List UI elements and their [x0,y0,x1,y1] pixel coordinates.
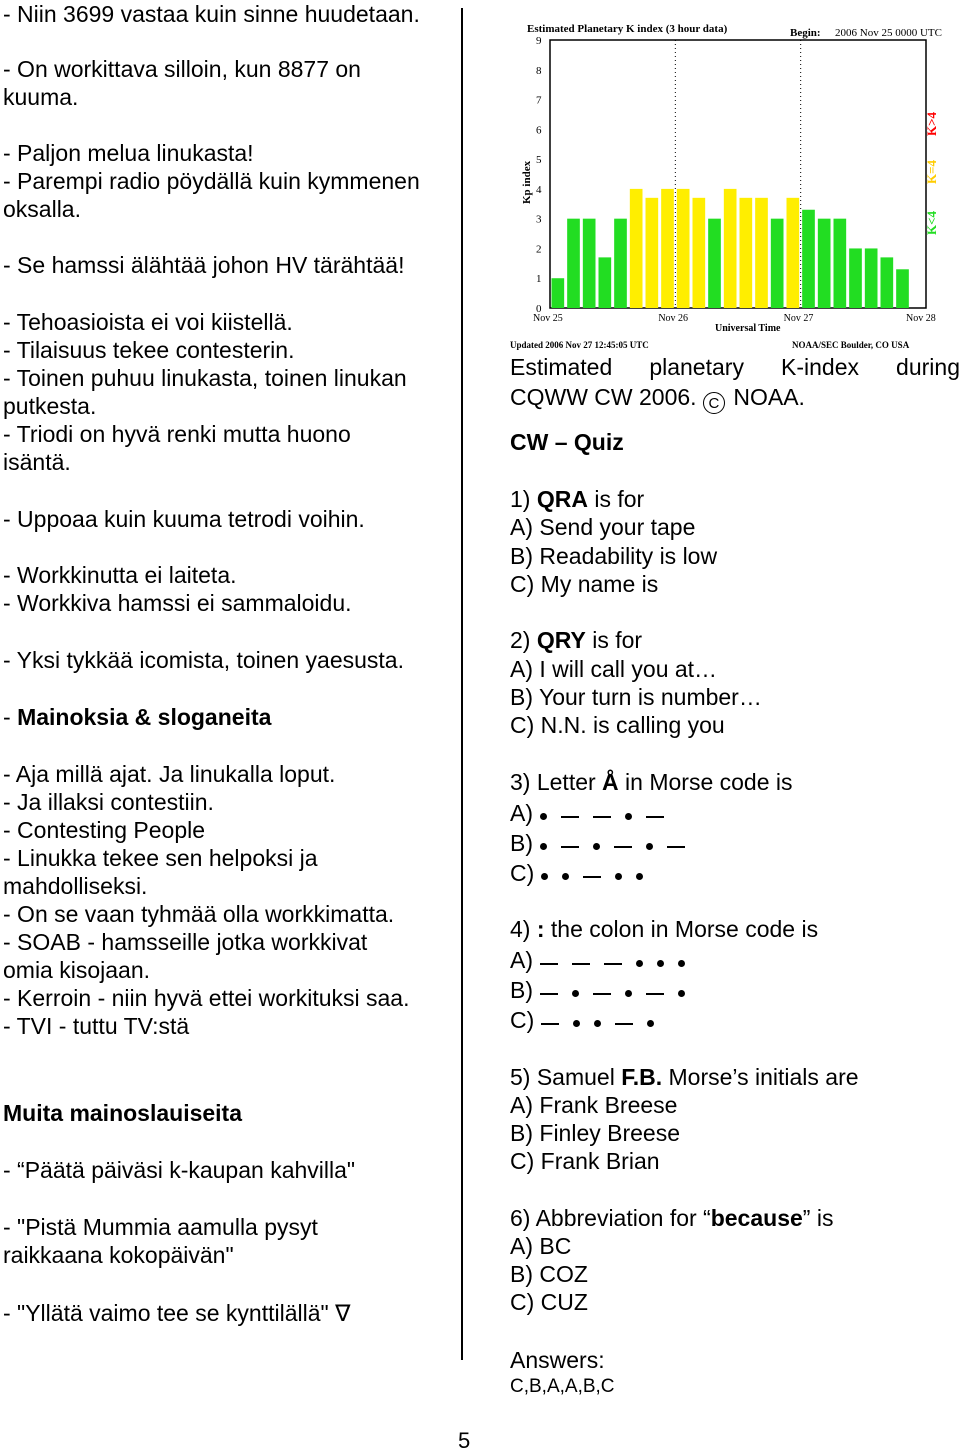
chart-begin-label: Begin: [790,27,821,39]
proverb-line: - Parempi radio pöydällä kuin kymmenen [3,168,420,194]
chart-source: NOAA/SEC Boulder, CO USA [792,340,910,350]
legend-quiet: K<4 [924,210,939,235]
morse-code [534,1008,661,1036]
y-tick-label: 9 [536,35,542,47]
kp-bar [865,248,878,308]
caption-event: CQWW CW 2006. [510,384,697,410]
kp-bar [677,189,690,308]
q6-option-b: B) COZ [510,1261,588,1287]
column-divider [461,8,463,1360]
option-label: C) [510,860,535,886]
option-label: B) [510,830,533,856]
y-tick-label: 7 [536,94,542,107]
y-tick-label: 8 [536,64,542,77]
q3-option-c [510,859,650,889]
morse-dot [625,990,632,997]
q5-option-b: B) Finley Breese [510,1120,681,1146]
morse-dash [572,963,590,965]
morse-dash [593,993,611,995]
caption-source: NOAA. [733,384,805,410]
morse-dot [541,873,548,880]
kp-bar [693,198,706,308]
morse-dot [647,1020,654,1027]
kp-bar [896,269,909,308]
q4-option-a [510,946,692,976]
q1-term: QRA [536,486,588,512]
q3-option-a [510,799,671,829]
kp-bar [708,219,721,308]
x-tick-label: Nov 26 [658,313,689,324]
morse-code [533,801,671,829]
q5-option-a: A) Frank Breese [510,1092,678,1118]
quiz-title: CW – Quiz [510,429,624,455]
kp-bar [567,219,580,308]
morse-dot [540,843,547,850]
proverb-line: isäntä. [3,449,71,475]
kp-bar [646,198,659,308]
q1-option-c: C) My name is [510,571,659,597]
morse-dot [657,960,664,967]
page-number: 5 [458,1428,471,1453]
answers-value: C,B,A,A,B,C [510,1376,615,1397]
q4-post: the colon in Morse code is [544,916,819,942]
ads-heading-prefix: - [3,704,18,730]
y-tick-label: 0 [536,303,542,315]
q4-term: : [536,916,545,942]
q5-pre: 5) Samuel [510,1064,622,1090]
morse-dot [540,813,547,820]
morse-dot [593,843,600,850]
chart-begin-value: 2006 Nov 25 0000 UTC [835,27,942,39]
other-slogan-line: raikkaana kokopäivän" [3,1242,234,1268]
kp-bar [583,219,596,308]
slogan-line: - On se vaan tyhmää olla workkimatta. [3,901,395,927]
q2-option-a: A) I will call you at… [510,656,718,682]
y-tick-label: 5 [536,154,542,167]
morse-dash [646,816,664,818]
proverb-line: - Tilaisuus tekee contesterin. [3,337,295,363]
morse-dot [625,813,632,820]
ads-heading-text: Mainoksia & sloganeita [17,704,272,730]
morse-dash [561,816,579,818]
q3-pre: 3) Letter [510,769,603,795]
chart-updated: Updated 2006 Nov 27 12:45:05 UTC [510,340,649,350]
legend-active: K=4 [924,159,939,184]
kp-bar [849,248,862,308]
y-tick-label: 4 [536,183,542,196]
proverb-line: - On workittava silloin, kun 8877 on [3,56,361,82]
other-slogans-heading: Muita mainoslauiseita [3,1100,243,1126]
x-tick-label: Nov 27 [783,313,814,324]
morse-code [533,978,692,1006]
q4-option-c [510,1006,661,1036]
morse-dash [614,846,632,848]
morse-dot [636,873,643,880]
morse-dash [593,816,611,818]
kp-bar [740,198,753,308]
other-slogan-line: - "Yllätä vaimo tee se kynttilällä" ∇ [3,1300,351,1326]
ads-heading [3,703,271,731]
q4-pre: 4) [510,916,537,942]
q1-option-b: B) Readability is low [510,543,718,569]
proverb-line: oksalla. [3,196,81,222]
morse-dot [678,960,685,967]
kp-bar [802,210,815,308]
slogan-line: - SOAB - hamsseille jotka workkivat [3,929,368,955]
slogan-line: mahdolliseksi. [3,873,148,899]
slogan-line: omia kisojaan. [3,957,151,983]
q6-option-a: A) BC [510,1233,572,1259]
option-label: A) [510,947,533,973]
other-slogan-line: - "Pistä Mummia aamulla pysyt [3,1214,318,1240]
chart-caption-line2 [510,383,805,414]
q2-term: QRY [536,627,586,653]
other-slogan-line: - “Päätä päiväsi k-kaupan kahvilla" [3,1157,356,1183]
kp-bar [614,219,627,308]
morse-code [534,861,650,889]
quiz-question-5 [510,1063,859,1091]
proverb-line: - Workkinutta ei laiteta. [3,562,237,588]
morse-code [533,948,692,976]
copyright-icon: C [703,392,725,414]
quiz-question-4 [510,915,818,943]
y-tick-label: 2 [536,243,542,256]
kp-bar [834,219,847,308]
q5-option-c: C) Frank Brian [510,1148,660,1174]
slogan-line: - Linukka tekee sen helpoksi ja [3,845,318,871]
quiz-question-3 [510,768,793,796]
morse-dash [667,846,685,848]
kp-bar [661,189,674,308]
slogan-line: - Ja illaksi contestiin. [3,789,214,815]
proverb-line: - Tehoasioista ei voi kiistellä. [3,309,293,335]
y-tick-label: 6 [536,124,542,137]
morse-dot [678,990,685,997]
proverb-line: putkesta. [3,393,97,419]
proverb-line: - Uppoaa kuin kuuma tetrodi voihin. [3,506,365,532]
slogan-line: - Aja millä ajat. Ja linukalla loput. [3,761,336,787]
q2-option-c: C) N.N. is calling you [510,712,725,738]
kp-bar [771,219,784,308]
morse-dash [540,993,558,995]
kp-bar [552,278,565,308]
proverb-line: - Toinen puhuu linukasta, toinen linukan [3,365,407,391]
x-tick-label: Nov 25 [533,313,563,324]
option-label: C) [510,1007,535,1033]
kp-bar [787,198,800,308]
q6-option-c: C) CUZ [510,1289,588,1315]
q3-term: Å [602,769,619,795]
q6-term: because [710,1205,803,1231]
morse-dash [561,846,579,848]
proverb-line: - Paljon melua linukasta! [3,140,254,166]
proverb-line: - Yksi tykkää icomista, toinen yaesusta. [3,647,404,673]
kp-bar [630,189,643,308]
q5-post: Morse’s initials are [662,1064,859,1090]
morse-dot [646,843,653,850]
option-label: B) [510,977,533,1003]
y-tick-label: 1 [536,273,542,286]
proverb-line: - Workkiva hamssi ei sammaloidu. [3,590,352,616]
quiz-question-2 [510,626,642,654]
chart-title: Estimated Planetary K index (3 hour data) [527,23,728,35]
proverb-line: - Niin 3699 vastaa kuin sinne huudetaan. [3,1,420,27]
morse-dot [573,1020,580,1027]
kp-bar [755,198,768,308]
slogan-line: - TVI - tuttu TV:stä [3,1013,190,1039]
q6-pre: 6) Abbreviation for “ [510,1205,711,1231]
q3-option-b [510,829,692,859]
morse-dash [541,1023,559,1025]
morse-dot [572,990,579,997]
q1-pre: 1) [510,486,537,512]
q5-term: F.B. [621,1064,663,1090]
y-tick-label: 3 [536,213,542,226]
morse-dot [615,873,622,880]
q2-pre: 2) [510,627,537,653]
morse-dot [562,873,569,880]
morse-dash [615,1023,633,1025]
q2-post: is for [585,627,643,653]
quiz-question-1 [510,485,644,513]
kp-bar [881,257,894,308]
legend-storm: K>4 [924,111,939,136]
morse-dash [604,963,622,965]
quiz-question-6 [510,1204,833,1232]
answers-label: Answers: [510,1347,605,1373]
chart-xlabel: Universal Time [715,323,781,334]
q4-option-b [510,976,692,1006]
kp-bar [724,189,737,308]
proverb-line: - Se hamssi älähtää johon HV tärähtää! [3,252,405,278]
option-label: A) [510,800,533,826]
q1-option-a: A) Send your tape [510,514,696,540]
morse-dot [594,1020,601,1027]
morse-code [533,831,692,859]
slogan-line: - Kerroin - niin hyvä ettei workituksi saa. [3,985,410,1011]
slogan-line: - Contesting People [3,817,206,843]
q3-post: in Morse code is [618,769,793,795]
q6-post: ” is [802,1205,834,1231]
kp-bar [818,219,831,308]
morse-dash [583,876,601,878]
chart-caption-line1 [510,353,960,381]
proverb-line: - Triodi on hyvä renki mutta huono [3,421,351,447]
kp-bar [599,257,612,308]
q2-option-b: B) Your turn is number… [510,684,762,710]
x-tick-label: Nov 28 [906,313,936,324]
caption-text: Estimated planetary K-index during [510,354,960,380]
morse-dash [540,963,558,965]
chart-ylabel: Kp index [521,160,533,204]
q1-post: is for [587,486,645,512]
kp-index-chart [508,18,960,354]
morse-dash [646,993,664,995]
morse-dot [636,960,643,967]
proverb-line: kuuma. [3,84,79,110]
